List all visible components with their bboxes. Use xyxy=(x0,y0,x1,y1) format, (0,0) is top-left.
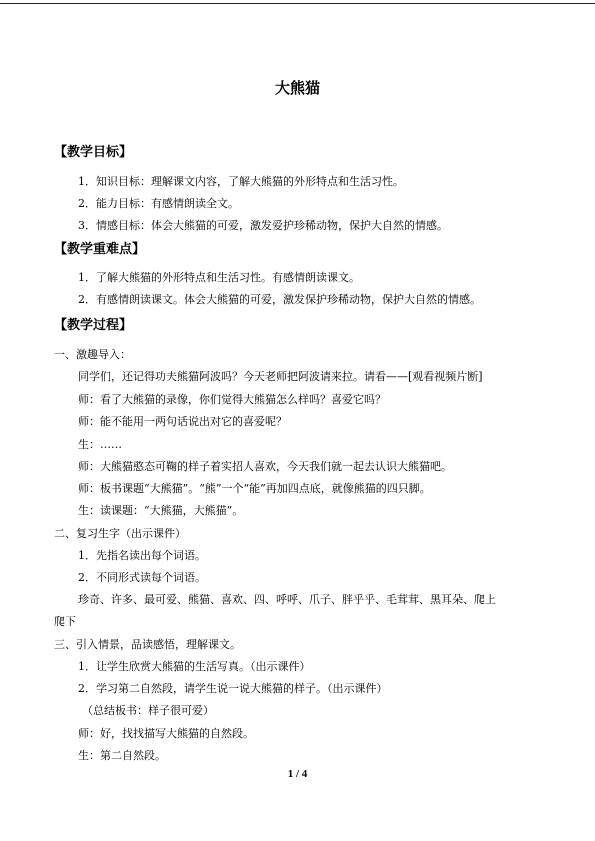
heading-key-points: 【教学重难点】 xyxy=(54,242,146,257)
page-title: 大熊猫 xyxy=(274,79,320,97)
process-line: 师：能不能用一两句话说出对它的喜爱呢？ xyxy=(78,415,287,428)
process-line: 1．让学生欣赏大熊猫的生活写真。（出示课件） xyxy=(78,660,311,673)
goal-item: 3．情感目标：体会大熊猫的可爱，激发爱护珍稀动物，保护大自然的情感。 xyxy=(78,219,448,232)
keypoint-item: 2．有感情朗读课文。体会大熊猫的可爱，激发保护珍稀动物，保护大自然的情感。 xyxy=(78,293,481,306)
header-rule xyxy=(0,3,595,4)
process-step-heading: 三、引入情景，品读感悟，理解课文。 xyxy=(54,638,241,651)
process-line: 同学们，还记得功夫熊猫阿波吗？今天老师把阿波请来拉。请看——[观看视频片断] xyxy=(78,370,483,383)
vocabulary-line: 珍奇、许多、最可爱、熊猫、喜欢、四、呼呼、爪子、胖乎乎、毛茸茸、黑耳朵、爬上 xyxy=(78,593,496,606)
process-line: 师：板书课题“大熊猫”。“熊”一个“能”再加四点底，就像熊猫的四只脚。 xyxy=(78,482,431,495)
goal-item: 1．知识目标：理解课文内容，了解大熊猫的外形特点和生活习性。 xyxy=(78,175,404,188)
process-line: 生：…… xyxy=(78,438,122,451)
process-line: 2．学习第二自然段，请学生说一说大熊猫的样子。（出示课件） xyxy=(78,682,388,695)
process-line: 生：第二自然段。 xyxy=(78,749,166,762)
process-line: 师：好，找找描写大熊猫的自然段。 xyxy=(78,727,254,740)
board-summary-line: （总结板书：样子很可爱） xyxy=(82,704,214,717)
process-step-heading: 二、复习生字（出示课件） xyxy=(54,527,186,540)
process-line: 2．不同形式读每个词语。 xyxy=(78,571,206,584)
keypoint-item: 1．了解大熊猫的外形特点和生活习性。有感情朗读课文。 xyxy=(78,271,360,284)
goal-item: 2．能力目标：有感情朗读全文。 xyxy=(78,197,239,210)
vocabulary-line-continued: 爬下 xyxy=(54,615,76,628)
process-step-heading: 一、激趣导入： xyxy=(54,348,131,361)
heading-teaching-goals: 【教学目标】 xyxy=(54,145,133,160)
page-number: 1 / 4 xyxy=(287,768,308,780)
process-line: 生：读课题：“大熊猫，大熊猫”。 xyxy=(78,504,244,517)
process-line: 师：看了大熊猫的录像，你们觉得大熊猫怎么样吗？喜爱它吗？ xyxy=(78,393,386,406)
process-line: 师：大熊猫憨态可鞠的样子着实招人喜欢，今天我们就一起去认识大熊猫吧。 xyxy=(78,460,452,473)
heading-teaching-process: 【教学过程】 xyxy=(54,318,133,333)
process-line: 1．先指名读出每个词语。 xyxy=(78,549,206,562)
